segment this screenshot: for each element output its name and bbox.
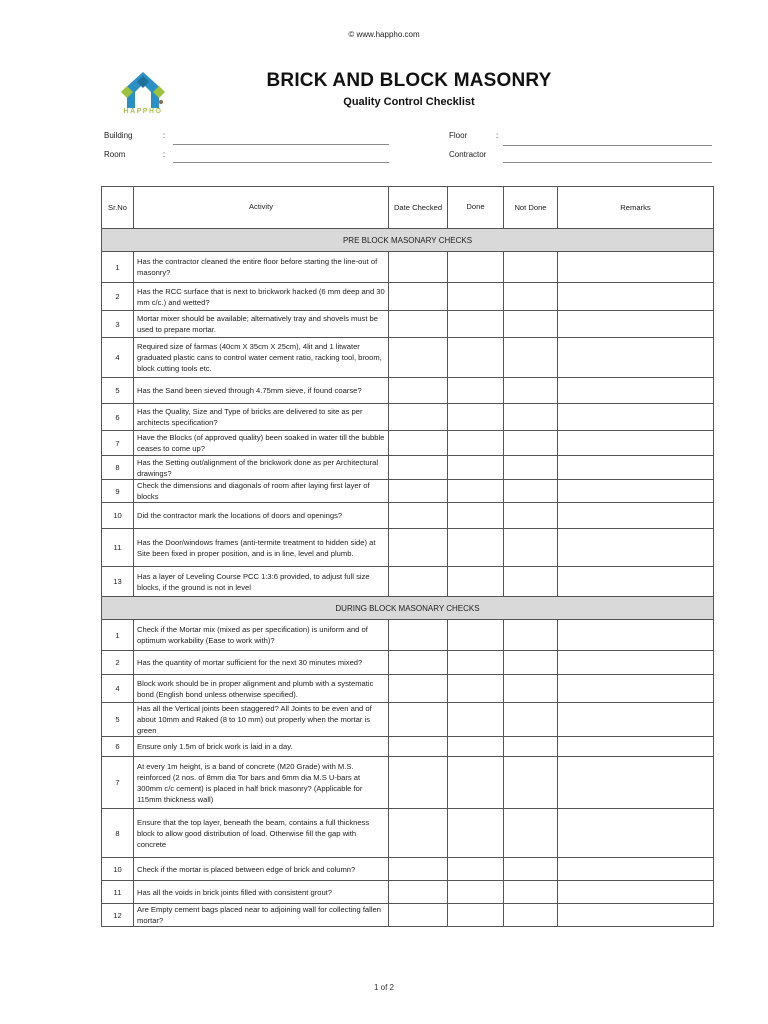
activity-cell: Check if the mortar is placed between edge of brick and column? (134, 858, 389, 881)
remarks-cell[interactable] (558, 252, 714, 283)
not-done-cell[interactable] (504, 858, 558, 881)
not-done-cell[interactable] (504, 431, 558, 456)
sr-no-cell: 13 (102, 567, 134, 597)
sr-no-cell: 10 (102, 858, 134, 881)
table-row (102, 431, 714, 456)
activity-cell: Ensure that the top layer, beneath the beam, contains a full thickness block to allow good distribution of load. Otherwise fill the gap with concrete (134, 809, 389, 858)
contractor-label: Contractor (449, 150, 487, 159)
not-done-cell[interactable] (504, 567, 558, 597)
remarks-cell[interactable] (558, 858, 714, 881)
remarks-cell[interactable] (558, 338, 714, 378)
table-header-row (102, 187, 714, 229)
remarks-cell[interactable] (558, 311, 714, 338)
date-checked-cell[interactable] (389, 858, 448, 881)
remarks-cell[interactable] (558, 620, 714, 651)
building-label: Building (104, 131, 133, 140)
date-checked-cell[interactable] (389, 480, 448, 503)
done-cell[interactable] (448, 620, 504, 651)
remarks-cell[interactable] (558, 651, 714, 675)
sr-no-cell: 1 (102, 620, 134, 651)
table-row (102, 757, 714, 809)
remarks-cell[interactable] (558, 703, 714, 737)
done-cell[interactable] (448, 567, 504, 597)
table-row (102, 904, 714, 927)
remarks-cell[interactable] (558, 503, 714, 529)
table-row (102, 311, 714, 338)
activity-cell: Did the contractor mark the locations of doors and openings? (134, 503, 389, 529)
done-cell[interactable] (448, 431, 504, 456)
room-colon: : (163, 150, 166, 159)
room-input[interactable] (173, 162, 389, 163)
column-header-done: Done (448, 187, 504, 229)
activity-cell: Are Empty cement bags placed near to adjoining wall for collecting fallen mortar? (134, 904, 389, 927)
remarks-cell[interactable] (558, 404, 714, 431)
date-checked-cell[interactable] (389, 503, 448, 529)
sr-no-cell: 7 (102, 431, 134, 456)
table-row (102, 480, 714, 503)
done-cell[interactable] (448, 480, 504, 503)
sr-no-cell: 4 (102, 675, 134, 703)
activity-cell: Has the Sand been sieved through 4.75mm sieve, if found coarse? (134, 378, 389, 404)
table-row (102, 529, 714, 567)
checklist-table (101, 186, 714, 927)
done-cell[interactable] (448, 703, 504, 737)
sr-no-cell: 7 (102, 757, 134, 809)
date-checked-cell[interactable] (389, 252, 448, 283)
done-cell[interactable] (448, 311, 504, 338)
building-colon: : (163, 131, 166, 140)
activity-cell: Mortar mixer should be available; alternatively tray and shovels must be used to prepare mortar. (134, 311, 389, 338)
not-done-cell[interactable] (504, 737, 558, 757)
sr-no-cell: 11 (102, 529, 134, 567)
done-cell[interactable] (448, 809, 504, 858)
done-cell[interactable] (448, 675, 504, 703)
table-row (102, 404, 714, 431)
remarks-cell[interactable] (558, 737, 714, 757)
date-checked-cell[interactable] (389, 338, 448, 378)
remarks-cell[interactable] (558, 904, 714, 927)
date-checked-cell[interactable] (389, 651, 448, 675)
remarks-cell[interactable] (558, 757, 714, 809)
table-row (102, 703, 714, 737)
not-done-cell[interactable] (504, 480, 558, 503)
remarks-cell[interactable] (558, 567, 714, 597)
date-checked-cell[interactable] (389, 431, 448, 456)
done-cell[interactable] (448, 456, 504, 480)
not-done-cell[interactable] (504, 757, 558, 809)
done-cell[interactable] (448, 378, 504, 404)
date-checked-cell[interactable] (389, 283, 448, 311)
done-cell[interactable] (448, 881, 504, 904)
not-done-cell[interactable] (504, 881, 558, 904)
date-checked-cell[interactable] (389, 757, 448, 809)
table-row (102, 881, 714, 904)
remarks-cell[interactable] (558, 431, 714, 456)
table-row (102, 283, 714, 311)
activity-cell: Check if the Mortar mix (mixed as per specification) is uniform and of optimum workability (Ease to work with)? (134, 620, 389, 651)
activity-cell: Check the dimensions and diagonals of room after laying first layer of blocks (134, 480, 389, 503)
date-checked-cell[interactable] (389, 904, 448, 927)
not-done-cell[interactable] (504, 283, 558, 311)
not-done-cell[interactable] (504, 703, 558, 737)
remarks-cell[interactable] (558, 378, 714, 404)
date-checked-cell[interactable] (389, 620, 448, 651)
sr-no-cell: 1 (102, 252, 134, 283)
floor-label: Floor (449, 131, 468, 140)
date-checked-cell[interactable] (389, 881, 448, 904)
activity-cell: Has the RCC surface that is next to brickwork hacked (6 mm deep and 30 mm c/c.) and wetted? (134, 283, 389, 311)
date-checked-cell[interactable] (389, 809, 448, 858)
date-checked-cell[interactable] (389, 675, 448, 703)
column-header-remarks: Remarks (558, 187, 714, 229)
document-title: BRICK AND BLOCK MASONRY (266, 70, 552, 91)
column-header-activity: Activity (134, 187, 389, 229)
done-cell[interactable] (448, 737, 504, 757)
table-row (102, 737, 714, 757)
activity-cell: Ensure only 1.5m of brick work is laid in a day. (134, 737, 389, 757)
sr-no-cell: 8 (102, 456, 134, 480)
not-done-cell[interactable] (504, 675, 558, 703)
activity-cell: Has the contractor cleaned the entire floor before starting the line-out of masonry? (134, 252, 389, 283)
not-done-cell[interactable] (504, 620, 558, 651)
done-cell[interactable] (448, 283, 504, 311)
table-row (102, 858, 714, 881)
logo-text: HAPPHO (123, 108, 163, 115)
column-header-sr-no: Sr.No (102, 187, 134, 229)
table-row (102, 503, 714, 529)
activity-cell: Has the Setting out/alignment of the brickwork done as per Architectural drawings? (134, 456, 389, 480)
sr-no-cell: 11 (102, 881, 134, 904)
sr-no-cell: 9 (102, 480, 134, 503)
not-done-cell[interactable] (504, 503, 558, 529)
table-row (102, 338, 714, 378)
not-done-cell[interactable] (504, 338, 558, 378)
table-row (102, 651, 714, 675)
floor-input[interactable] (503, 145, 712, 146)
done-cell[interactable] (448, 503, 504, 529)
column-header-not-done: Not Done (504, 187, 558, 229)
remarks-cell[interactable] (558, 480, 714, 503)
remarks-cell[interactable] (558, 456, 714, 480)
table-row (102, 809, 714, 858)
done-cell[interactable] (448, 338, 504, 378)
date-checked-cell[interactable] (389, 529, 448, 567)
not-done-cell[interactable] (504, 252, 558, 283)
sr-no-cell: 5 (102, 703, 134, 737)
activity-cell: At every 1m height, is a band of concrete (M20 Grade) with M.S. reinforced (2 nos. of 8mm dia Tor bars and 6mm dia M.S U-bars at 300mm c/c cement) is placed in half brick masonry? (Applicable for 115mm thickness wall) (134, 757, 389, 809)
done-cell[interactable] (448, 252, 504, 283)
date-checked-cell[interactable] (389, 404, 448, 431)
sr-no-cell: 5 (102, 378, 134, 404)
copyright-text: © www.happho.com (348, 30, 420, 39)
not-done-cell[interactable] (504, 404, 558, 431)
activity-cell: Have the Blocks (of approved quality) been soaked in water till the bubble ceases to come up? (134, 431, 389, 456)
done-cell[interactable] (448, 904, 504, 927)
sr-no-cell: 10 (102, 503, 134, 529)
remarks-cell[interactable] (558, 283, 714, 311)
not-done-cell[interactable] (504, 904, 558, 927)
activity-cell: Block work should be in proper alignment and plumb with a systematic bond (English bond unless otherwise specified). (134, 675, 389, 703)
table-row (102, 675, 714, 703)
not-done-cell[interactable] (504, 809, 558, 858)
date-checked-cell[interactable] (389, 567, 448, 597)
table-row (102, 378, 714, 404)
section-header-row (102, 229, 714, 252)
done-cell[interactable] (448, 651, 504, 675)
date-checked-cell[interactable] (389, 456, 448, 480)
sr-no-cell: 8 (102, 809, 134, 858)
sr-no-cell: 4 (102, 338, 134, 378)
section-header-row (102, 597, 714, 620)
sr-no-cell: 6 (102, 737, 134, 757)
activity-cell: Has all the Vertical joints been staggered? All Joints to be even and of about 10mm and Raked (8 to 10 mm) out properly when the mortar is green (134, 703, 389, 737)
column-header-date-checked: Date Checked (389, 187, 448, 229)
not-done-cell[interactable] (504, 456, 558, 480)
activity-cell: Has a layer of Leveling Course PCC 1:3:6 provided, to adjust full size blocks, if the ground is not in level (134, 567, 389, 597)
done-cell[interactable] (448, 858, 504, 881)
floor-colon: : (496, 131, 499, 140)
not-done-cell[interactable] (504, 378, 558, 404)
done-cell[interactable] (448, 404, 504, 431)
sr-no-cell: 3 (102, 311, 134, 338)
date-checked-cell[interactable] (389, 703, 448, 737)
done-cell[interactable] (448, 757, 504, 809)
section-title: DURING BLOCK MASONARY CHECKS (102, 597, 714, 620)
done-cell[interactable] (448, 529, 504, 567)
sr-no-cell: 12 (102, 904, 134, 927)
not-done-cell[interactable] (504, 311, 558, 338)
table-row (102, 567, 714, 597)
section-title: PRE BLOCK MASONARY CHECKS (102, 229, 714, 252)
activity-cell: Has the Quality, Size and Type of bricks are delivered to site as per architects specification? (134, 404, 389, 431)
table-row (102, 252, 714, 283)
table-row (102, 456, 714, 480)
sr-no-cell: 6 (102, 404, 134, 431)
room-label: Room (104, 150, 126, 159)
building-input[interactable] (173, 144, 389, 145)
table-row (102, 620, 714, 651)
remarks-cell[interactable] (558, 675, 714, 703)
sr-no-cell: 2 (102, 283, 134, 311)
date-checked-cell[interactable] (389, 378, 448, 404)
activity-cell: Has the quantity of mortar sufficient for the next 30 minutes mixed? (134, 651, 389, 675)
document-subtitle: Quality Control Checklist (343, 96, 475, 108)
activity-cell: Has all the voids in brick joints filled with consistent grout? (134, 881, 389, 904)
remarks-cell[interactable] (558, 809, 714, 858)
date-checked-cell[interactable] (389, 311, 448, 338)
not-done-cell[interactable] (504, 529, 558, 567)
sr-no-cell: 2 (102, 651, 134, 675)
not-done-cell[interactable] (504, 651, 558, 675)
activity-cell: Has the Door/windows frames (anti-termite treatment to hidden side) at Site been fixed in proper position, and is in line, level and plumb. (134, 529, 389, 567)
contractor-input[interactable] (503, 162, 712, 163)
remarks-cell[interactable] (558, 529, 714, 567)
remarks-cell[interactable] (558, 881, 714, 904)
page-number: 1 of 2 (373, 983, 394, 992)
activity-cell: Required size of farmas (40cm X 35cm X 25cm), 4lit and 1 litwater graduated plastic cans to control water cement ratio, racking tool, broom, block cutting tools etc. (134, 338, 389, 378)
date-checked-cell[interactable] (389, 737, 448, 757)
